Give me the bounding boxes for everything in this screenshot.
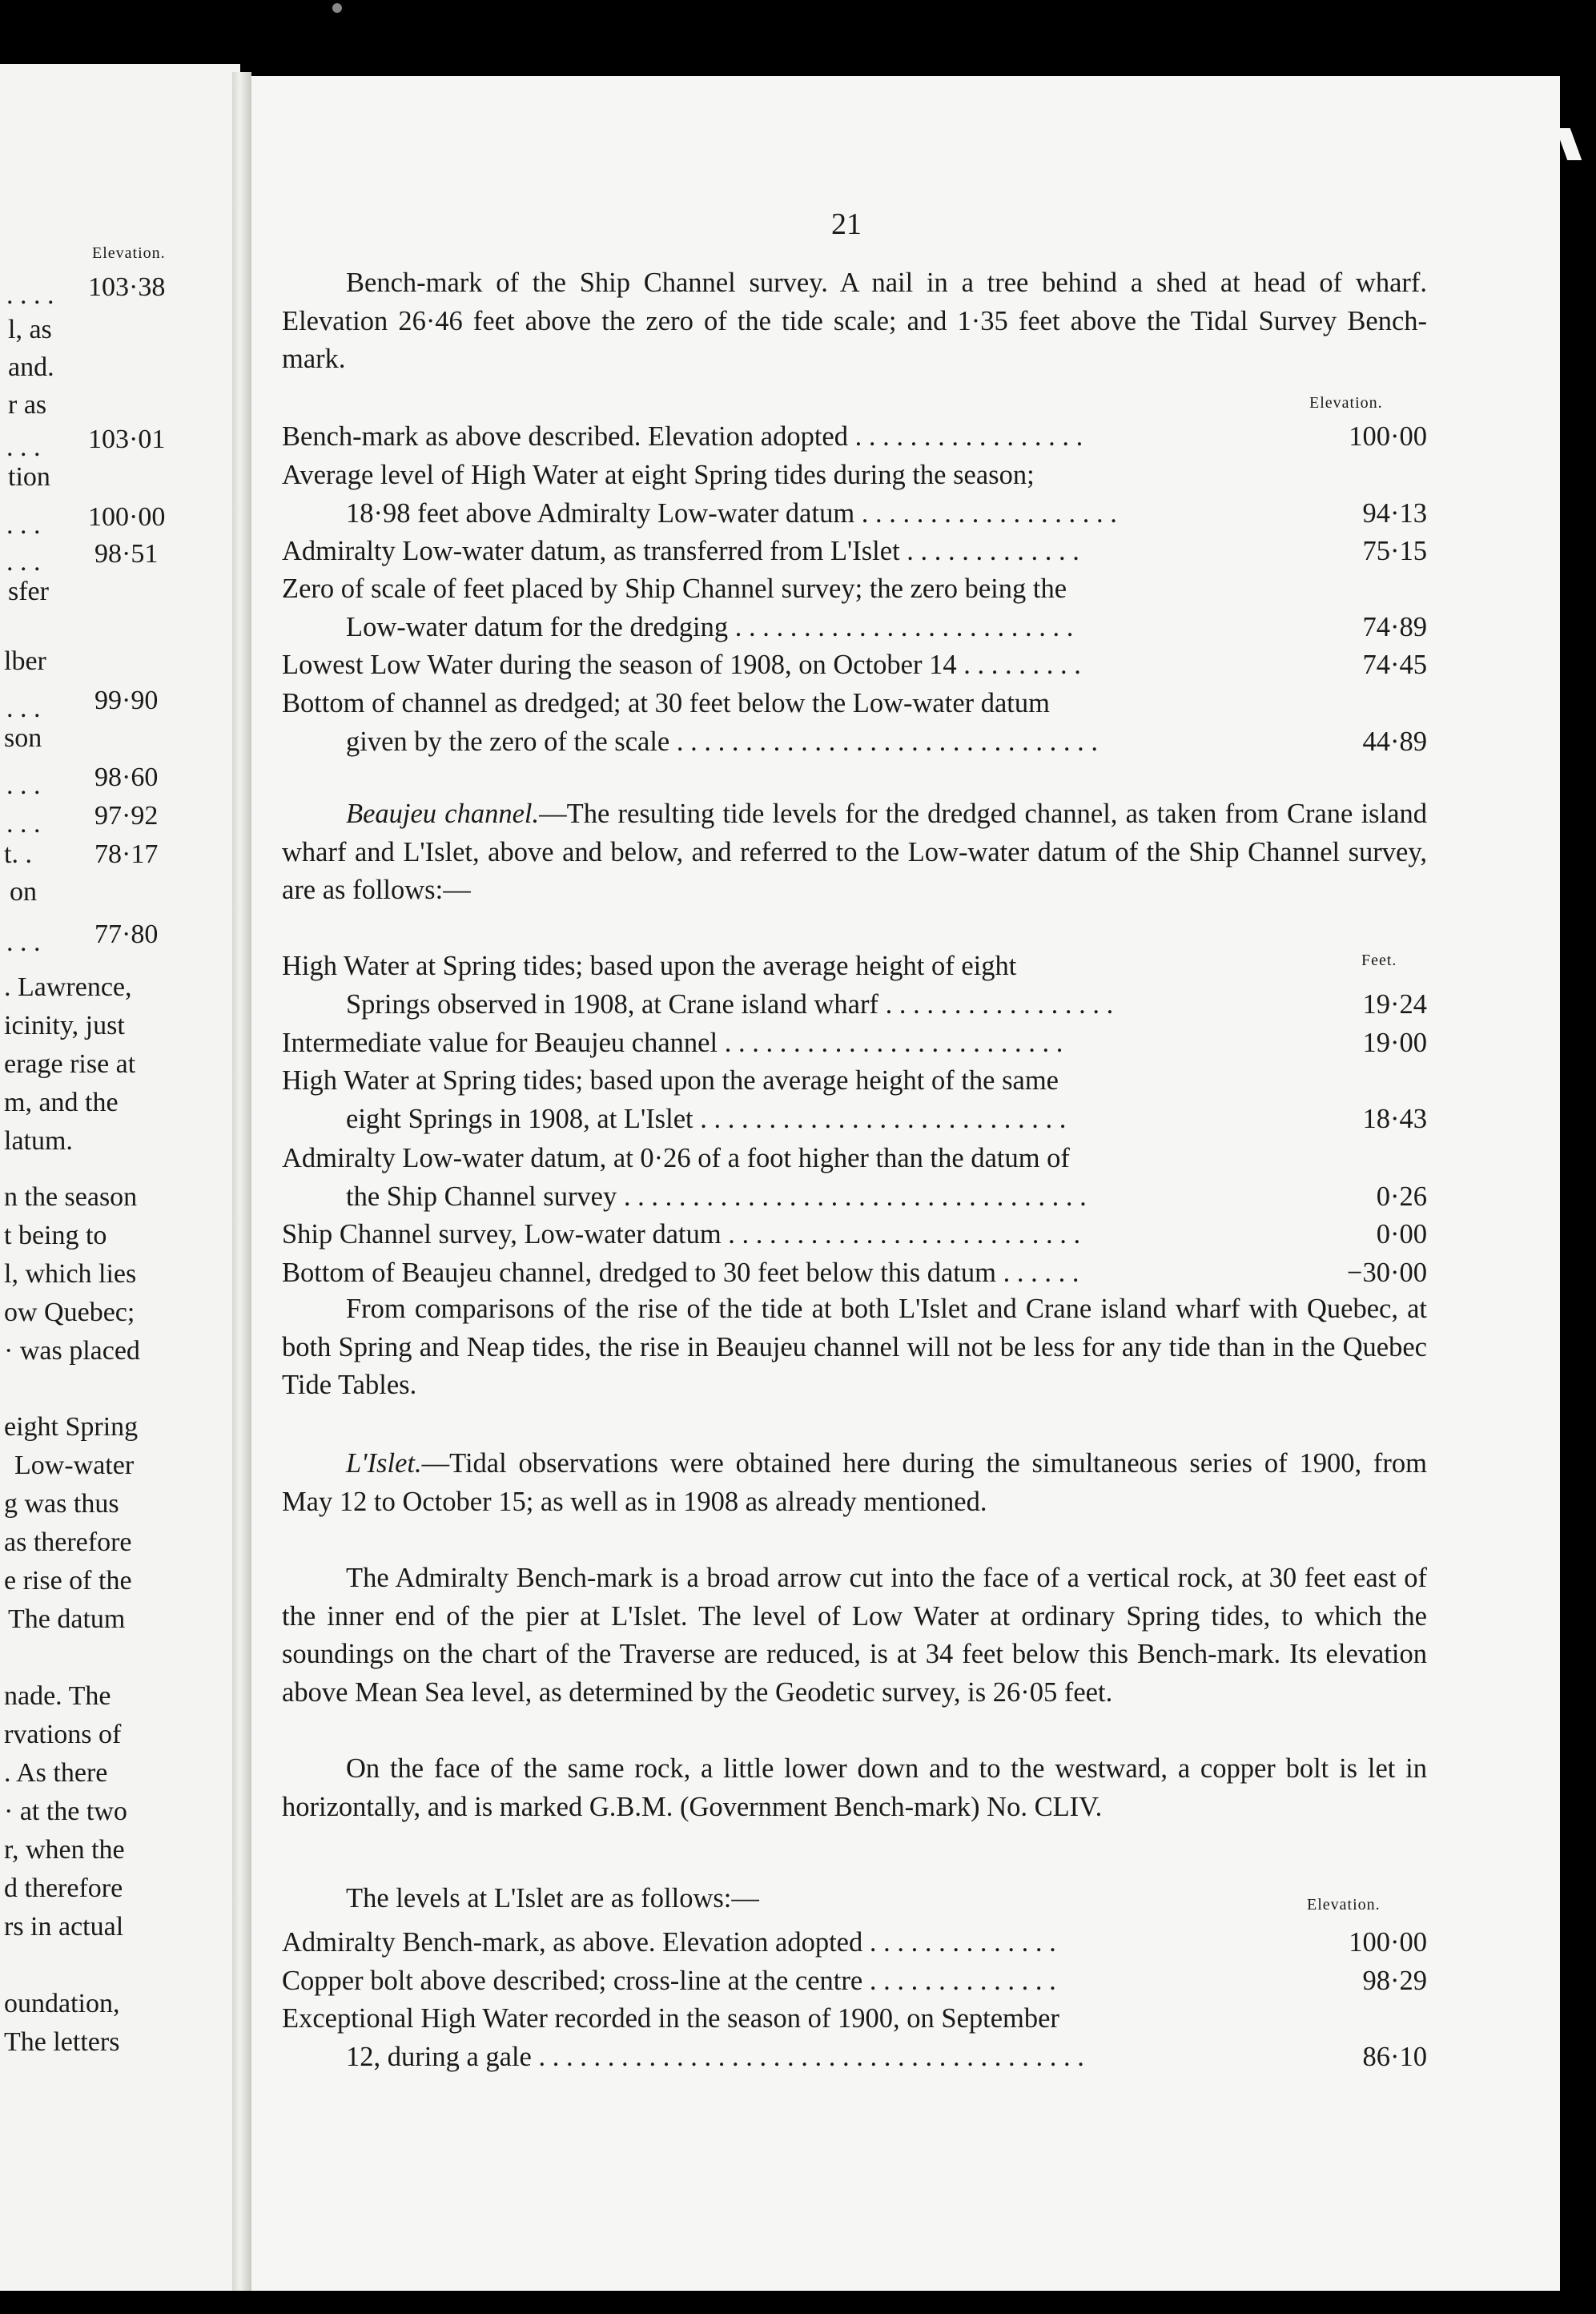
left-page-fragment: latum. bbox=[4, 1126, 73, 1156]
left-page-fragment: and. bbox=[8, 352, 54, 382]
left-page-fragment: 78·17 bbox=[94, 839, 159, 869]
left-page-fragment: . . . bbox=[6, 510, 41, 540]
left-page-fragment: d therefore bbox=[4, 1873, 123, 1903]
book-spine bbox=[232, 72, 251, 2291]
table-row bbox=[282, 2000, 1427, 2076]
left-page-fragment: · at the two bbox=[4, 1797, 127, 1826]
row-text: Ship Channel survey, Low-water datum . . . . . . . . . . . . . . . . . . . . . . . . . . bbox=[282, 1219, 1081, 1250]
row-value: 94·13 bbox=[1362, 497, 1427, 529]
scan-speck bbox=[332, 3, 342, 13]
left-page-fragment: . . . bbox=[6, 433, 41, 462]
row-text: eight Springs in 1908, at L'Islet . . . . . . . . . . . . . . . . . . . . . . . . . . . bbox=[346, 1103, 1067, 1134]
row-text: Admiralty Bench-mark, as above. Elevation adopted . . . . . . . . . . . . . . bbox=[282, 1927, 1056, 1958]
row-text: Bench-mark as above described. Elevation adopted . . . . . . . . . . . . . . . . . bbox=[282, 421, 1083, 452]
left-page-fragment: ow Quebec; bbox=[4, 1298, 135, 1327]
lislet-paragraph bbox=[282, 1445, 1427, 1521]
row-text: High Water at Spring tides; based upon the average height of the same bbox=[282, 1065, 1059, 1096]
admiralty-text: The Admiralty Bench-mark is a broad arrow cut into the face of a vertical rock, at 30 feet east of the inner end of the pier at L'Islet. The level of Low Water at ordinary Spring tides, to which the soundings on the chart of the Traverse are reduced, is at 34 feet below this Bench-mark. Its elevation above Mean Sea level, as determined by the Geodetic survey, is 26·05 feet. bbox=[282, 1563, 1427, 1708]
row-value: 74·89 bbox=[1362, 611, 1427, 642]
beaujeu-text: —The resulting tide levels for the dredged channel, as taken from Crane island wharf and L'Islet, above and below, and referred to the Low-water datum of the Ship Channel survey, are as follows:— bbox=[282, 799, 1428, 905]
row-value: 75·15 bbox=[1362, 536, 1427, 566]
table-row bbox=[282, 457, 1427, 533]
row-value: 100·00 bbox=[1349, 421, 1427, 452]
table-row bbox=[282, 1924, 1427, 1962]
left-page-fragment: 99·90 bbox=[94, 686, 159, 715]
levels-intro-text: The levels at L'Islet are as follows:— bbox=[346, 1883, 759, 1914]
row-text: Lowest Low Water during the season of 1908, on October 14 . . . . . . . . . bbox=[282, 650, 1081, 680]
row-text: Zero of scale of feet placed by Ship Channel survey; the zero being the bbox=[282, 573, 1067, 604]
row-text: Copper bolt above described; cross-line at the centre . . . . . . . . . . . . . . bbox=[282, 1966, 1056, 1996]
left-page-fragment: . . . . bbox=[6, 280, 54, 310]
table-row bbox=[282, 948, 1427, 1024]
comparison-paragraph bbox=[282, 1290, 1427, 1405]
row-value: 98·29 bbox=[1362, 1966, 1427, 1996]
row-value: 44·89 bbox=[1362, 726, 1427, 757]
left-page-fragment: . . . bbox=[6, 547, 41, 577]
row-text: Admiralty Low-water datum, at 0·26 of a foot higher than the datum of bbox=[282, 1143, 1070, 1173]
left-page-fragment: . . . bbox=[6, 928, 41, 957]
admiralty-paragraph bbox=[282, 1559, 1427, 1712]
row-text: Intermediate value for Beaujeu channel . . . . . . . . . . . . . . . . . . . . . . . . . bbox=[282, 1028, 1063, 1058]
left-page-fragment: The letters bbox=[4, 2027, 120, 2057]
left-page-fragment: m, and the bbox=[4, 1088, 119, 1117]
row-text: Bottom of channel as dredged; at 30 feet below the Low-water datum bbox=[282, 688, 1050, 718]
row-value: 0·00 bbox=[1376, 1219, 1427, 1250]
row-value: 100·00 bbox=[1349, 1927, 1427, 1958]
left-page-fragment: as therefore bbox=[4, 1527, 132, 1557]
left-page-fragment: rs in actual bbox=[4, 1912, 124, 1942]
left-page-fragment: 98·60 bbox=[94, 763, 159, 792]
table-row bbox=[282, 1140, 1427, 1216]
left-page-fragment: 100·00 bbox=[88, 502, 166, 532]
left-page-fragment: . . . bbox=[6, 809, 41, 839]
row-value: 86·10 bbox=[1362, 2041, 1427, 2072]
row-value: −30·00 bbox=[1347, 1258, 1427, 1288]
left-page-fragment: The datum bbox=[8, 1604, 126, 1634]
left-page-fragment: 103·38 bbox=[88, 272, 166, 302]
left-page-fragment: nade. The bbox=[4, 1681, 111, 1711]
elevation-heading-2: Elevation. bbox=[1307, 1896, 1381, 1914]
left-page-fragment: l, which lies bbox=[4, 1259, 137, 1289]
row-text: given by the zero of the scale . . . . . . . . . . . . . . . . . . . . . . . . . . . . . . . bbox=[346, 726, 1098, 757]
row-text: 18·98 feet above Admiralty Low-water datum . . . . . . . . . . . . . . . . . . . bbox=[346, 497, 1117, 529]
row-text: Springs observed in 1908, at Crane island wharf . . . . . . . . . . . . . . . . . bbox=[346, 988, 1114, 1020]
left-page-fragment: lber bbox=[4, 646, 46, 676]
row-text: High Water at Spring tides; based upon the average height of eight bbox=[282, 951, 1017, 981]
left-page-fragment: t being to bbox=[4, 1221, 107, 1250]
left-page-fragment: . As there bbox=[4, 1758, 108, 1788]
lislet-text: —Tidal observations were obtained here during the simultaneous series of 1900, from May 12 to October 15; as well as in 1908 as already mentioned. bbox=[282, 1448, 1427, 1517]
left-page-fragment: erage rise at bbox=[4, 1049, 136, 1079]
left-page-fragment: r as bbox=[8, 390, 47, 420]
left-page-fragment: on bbox=[10, 877, 37, 907]
intro-text: Bench-mark of the Ship Channel survey. A nail in a tree behind a shed at head of wharf. Elevation 26·46 feet above the zero of the tide scale; and 1·35 feet above the Tidal Survey Bench-mark. bbox=[282, 268, 1427, 374]
table-row bbox=[282, 1216, 1427, 1254]
levels-intro bbox=[282, 1880, 1427, 1918]
table-row bbox=[282, 1062, 1427, 1138]
left-page-fragment: . . . bbox=[6, 771, 41, 800]
elevation-heading: Elevation. bbox=[1309, 394, 1383, 412]
left-page-fragment: eight Spring bbox=[4, 1412, 139, 1442]
table-row bbox=[282, 646, 1427, 685]
row-text: Admiralty Low-water datum, as transferred from L'Islet . . . . . . . . . . . . . bbox=[282, 536, 1079, 566]
left-page-fragment: r, when the bbox=[4, 1835, 125, 1865]
beaujeu-title: Beaujeu channel. bbox=[346, 799, 540, 829]
left-page-fragment: . . . bbox=[6, 694, 41, 723]
row-text: Average level of High Water at eight Spring tides during the season; bbox=[282, 460, 1035, 490]
left-page-fragment: tion bbox=[8, 462, 50, 492]
left-page-fragment: 97·92 bbox=[94, 801, 159, 831]
row-text: Low-water datum for the dredging . . . . . . . . . . . . . . . . . . . . . . . . . bbox=[346, 611, 1074, 642]
intro-paragraph bbox=[282, 264, 1427, 379]
beaujeu-paragraph bbox=[282, 795, 1427, 910]
left-page-fragment: Low-water bbox=[14, 1451, 135, 1480]
row-text: Bottom of Beaujeu channel, dredged to 30 feet below this datum . . . . . . bbox=[282, 1258, 1079, 1288]
left-page-fragment: son bbox=[4, 723, 42, 753]
row-value: 18·43 bbox=[1362, 1103, 1427, 1134]
row-text: 12, during a gale . . . . . . . . . . . . . . . . . . . . . . . . . . . . . . . . . . . . . . . . bbox=[346, 2041, 1084, 2072]
row-value: 74·45 bbox=[1362, 650, 1427, 680]
left-page-fragment: 103·01 bbox=[88, 425, 166, 454]
table-row bbox=[282, 418, 1427, 457]
table-row bbox=[282, 685, 1427, 761]
left-page-fragment: l, as bbox=[8, 315, 52, 344]
left-page-fragment: 77·80 bbox=[94, 920, 159, 949]
copper-bolt-paragraph bbox=[282, 1750, 1427, 1826]
page-number: 21 bbox=[831, 207, 862, 241]
lislet-title: L'Islet. bbox=[346, 1448, 422, 1479]
row-value: 19·24 bbox=[1362, 988, 1427, 1020]
feet-heading: Feet. bbox=[1361, 952, 1397, 969]
left-page-fragment: · was placed bbox=[4, 1336, 140, 1366]
left-page-fragment: icinity, just bbox=[4, 1011, 125, 1040]
table-row bbox=[282, 570, 1427, 646]
left-page-fragment: t. . bbox=[4, 839, 32, 869]
left-page-fragment: e rise of the bbox=[4, 1566, 132, 1596]
table-row bbox=[282, 1024, 1427, 1063]
table-row bbox=[282, 533, 1427, 571]
left-page-fragment: n the season bbox=[4, 1182, 138, 1212]
row-text: the Ship Channel survey . . . . . . . . . . . . . . . . . . . . . . . . . . . . . . . . . . bbox=[346, 1181, 1087, 1212]
left-page-fragment: sfer bbox=[8, 577, 49, 606]
row-text: Exceptional High Water recorded in the season of 1900, on September bbox=[282, 2003, 1059, 2034]
comparison-text: From comparisons of the rise of the tide at both L'Islet and Crane island wharf with Quebec, at both Spring and Neap tides, the rise in Beaujeu channel will not be less for any tide than in the Quebec Tide Tables. bbox=[282, 1294, 1427, 1400]
left-page-fragment: 98·51 bbox=[94, 539, 159, 569]
left-page-fragment: . Lawrence, bbox=[4, 972, 132, 1002]
left-page-fragment: rvations of bbox=[4, 1720, 122, 1749]
copper-text: On the face of the same rock, a little lower down and to the westward, a copper bolt is let in horizontally, and is marked G.B.M. (Government Bench-mark) No. CLIV. bbox=[282, 1753, 1427, 1822]
left-elevation-heading: Elevation. bbox=[92, 244, 166, 262]
left-page-fragment: g was thus bbox=[4, 1489, 119, 1519]
row-value: 0·26 bbox=[1376, 1181, 1427, 1212]
left-page-fragment: oundation, bbox=[4, 1989, 120, 2018]
row-value: 19·00 bbox=[1362, 1028, 1427, 1058]
table-row bbox=[282, 1254, 1427, 1293]
table-row bbox=[282, 1962, 1427, 2001]
